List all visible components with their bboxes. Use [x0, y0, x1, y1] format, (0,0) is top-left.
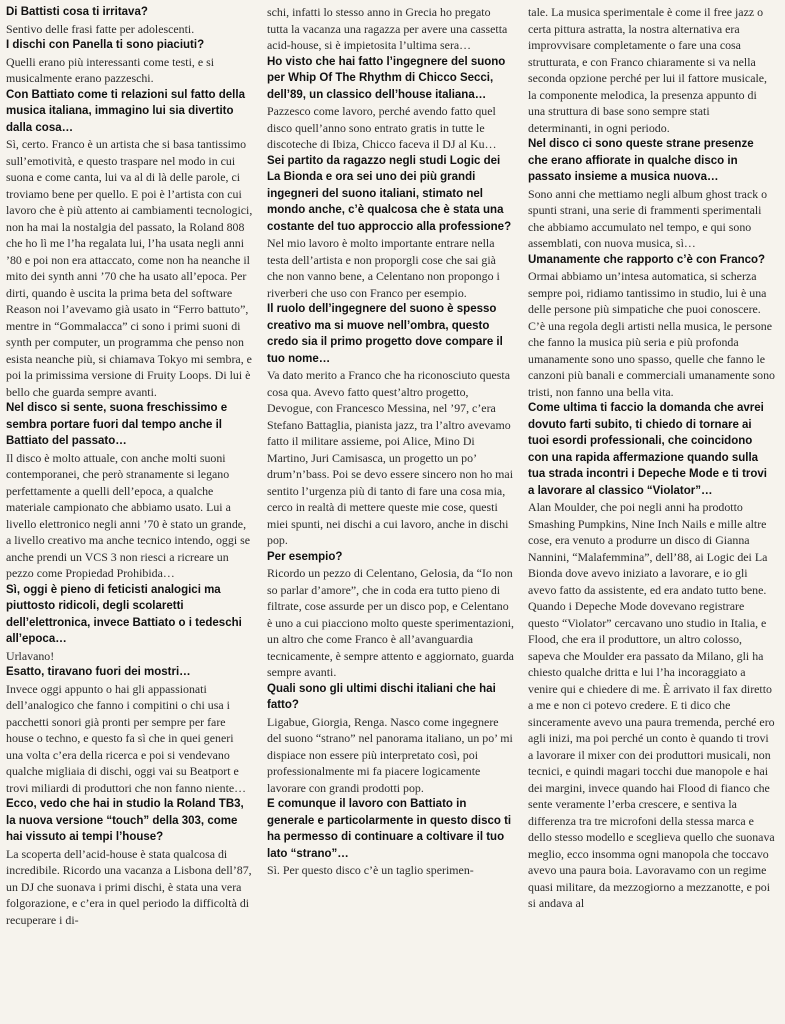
interview-answer: Ormai abbiamo un’intesa automatica, si scherza sempre poi, ridiamo tantissimo in studio, lui è una delle persone più simpatiche che puoi conoscere. C’è una regola degli artisti nella musica, le persone che fanno la musica più seria e più profonda umanamente sono uno spasso, quelle che fanno le canzoni più banali e commerciali umanamente sono tristi, non fanno una bella vita. — [528, 269, 775, 399]
interview-answer: Ricordo un pezzo di Celentano, Gelosia, da “Io non so parlar d’amore”, che in coda era tutto pieno di filtrate, cose assurde per un disco pop, e Celentano è uno a cui piacciono molto queste sperimentazioni, un altro che come Franco è all’avanguardia tecnicamente, è sempre attento e aggiornato, guarda sempre avanti. — [267, 566, 514, 679]
column-3 — [528, 4, 775, 1024]
interview-question: I dischi con Panella ti sono piaciuti? — [6, 39, 205, 51]
interview-answer: Il disco è molto attuale, con anche molti suoni contemporanei, che però stranamente si legano perfettamente a quelli dell’epoca, a qualche materiale campionato che abbiamo usato. Lui a livello elettronico negli anni ’70 è stato un grande, a livello creativo ma anche tecnico intendo, oggi se anche prendi un VCS 3 non riesci a ricreare un pezzo come Propiedad Prohibida… — [6, 450, 250, 580]
interview-question: Di Battisti cosa ti irritava? — [6, 6, 148, 18]
interview-answer: Quelli erano più interessanti come testi, e si musicalmente erano pazzeschi. — [6, 54, 215, 85]
interview-answer: tale. La musica sperimentale è come il free jazz o certa pittura astratta, la nostra alternativa era improvvisare completamente o fare una cosa strutturata, e con Franco chiaramente si va nella seconda opzione perché per lui il fattore musicale, la componente melodica, la presenza appunto di una struttura di base sono sempre stati determinanti, in ogni periodo. — [528, 5, 768, 135]
interview-question: Nel disco ci sono queste strane presenze che erano affiorate in qualche disco in passato insieme a musica nuova… — [528, 138, 754, 183]
interview-answer: schi, infatti lo stesso anno in Grecia ho pregato tutta la vacanza una ragazza per avere una cassetta acid-house, si è impietosita l’ultima sera… — [267, 5, 508, 52]
column-2 — [267, 4, 514, 1024]
interview-question: Sì, oggi è pieno di feticisti analogici ma piuttosto ridicoli, degli scolaretti dell’elettronica, invece Battiato o i tedeschi all’epoca… — [6, 583, 242, 645]
interview-answer: Alan Moulder, che poi negli anni ha prodotto Smashing Pumpkins, Nine Inch Nails e mille altre cose, era venuto a produrre un disco di Gianna Nannini, “Malafemmina”, dell’88, ai Logic dei La Bionda dove avevo iniziato a lavorare, e io gli avevo fatto da assistente, ed era andato tutto bene. Quando i Depeche Mode dovevano registrare questo “Violator” cercavano uno studio in Italia, e Flood, che era il produttore, un altro colosso, sapeva che Moulder era passato da Milano, gli ha chiesto qualche dritta e lui l’ha incoraggiato a venire qui e chiedere di me. È arrivato il fax diretto a me e non ci potevo credere. E ti dico che sinceramente avevo una paura tremenda, perché ero agli inizi, ma poi perché un conto è quando ti trovi a lavorare il mixer con dei produttori musicali, non tecnici, e quindi magari tocchi due manopole e hai dei margini, invece quando hai Flood di fianco che sente veramente l’erba crescere, e sentiva la differenza tra tre microfoni della stessa marca e dello stesso modello e sceglieva quello che suonava meglio, ecco insomma ogni manopola che toccavo avevo una paura boia. Lavoravamo con un regime quasi militare, da mezzogiorno a mezzanotte, e poi si andava al — [528, 500, 775, 910]
interview-answer: Ligabue, Giorgia, Renga. Nasco come ingegnere del suono “strano” nel panorama italiano, un po’ mi dispiace non essere più interpretato così, poi professionalmente mi fa piacere logicamente lavorare con grandi prodotti pop. — [267, 714, 513, 795]
interview-answer: Nel mio lavoro è molto importante entrare nella testa dell’artista e non proporgli cose che sai già che non vanno bene, a Celentano non propongo i riverberi che uso con Franco per esempio. — [267, 236, 500, 300]
interview-answer: Invece oggi appunto o hai gli appassionati dell’analogico che fanno i compitini o chi usa i pacchetti sonori già pronti per sempre per fare house o techno, e questo fa sì che in quei generi una volta c’era della ricerca e poi si vendevano qualche migliaia di dischi, oggi vai su Beatport e trovi miliardi di produttori che non fanno niente… — [6, 681, 247, 795]
interview-question: Con Battiato come ti relazioni sul fatto della musica italiana, immagino lui sia divertito dalla cosa… — [6, 88, 245, 134]
interview-question: Il ruolo dell’ingegnere del suono è spesso creativo ma si muove nell’ombra, questo credo sia il primo progetto dove compare il tuo nome… — [267, 303, 503, 365]
interview-question: E comunque il lavoro con Battiato in generale e particolarmente in questo disco ti ha permesso di continuare a coltivare il tuo lato “strano”… — [267, 798, 512, 860]
interview-answer: Sì, certo. Franco è un artista che si basa tantissimo sull’emotività, e questo traspare nel modo in cui suona e come canta, lui va al di là delle parole, ci troviamo bene per quello. E poi è l’artista con cui lavoro che è più attento ai cambiamenti tecnologici, non ha mai la nostalgia del passato, la Roland 808 che ho lì me l’ha regalata lui, l’ha usata negli anni ’80 e poi non era attaccato, come non ha neanche il mito dei synth anni ’70 che ha usato all’epoca. Per dirti, quando è uscita la prima beta del software Reason noi l’avevamo già usato in “Ferro battuto”, mentre in “Gommalacca” ci sono i primi suoni di synth per computer, un programma che penso non esista neanche più, si chiamava Tokyo mi sembra, e poi la primissima versione di Fruity Loops. Di lui è bello che guarda sempre avanti. — [6, 137, 253, 399]
interview-answer: Urlavano! — [6, 648, 55, 663]
interview-question: Ho visto che hai fatto l’ingegnere del suono per Whip Of The Rhythm di Chicco Secci, dell’89, un classico dell’house italiana… — [267, 55, 506, 101]
interview-answer: La scoperta dell’acid-house è stata qualcosa di incredibile. Ricordo una vacanza a Lisbona dell’87, un DJ che suonava i primi dischi, è stata una vera folgorazione, e c’era in quel periodo la difficoltà di recuperare i di- — [6, 846, 252, 927]
interview-answer: Pazzesco come lavoro, perché avendo fatto quel disco quell’anno sono entrato gratis in tutte le discoteche di Ibiza, Chicco faceva il DJ al Ku… — [267, 104, 497, 151]
interview-answer: Va dato merito a Franco che ha riconosciuto questa cosa qua. Avevo fatto quest’altro progetto, Devogue, con Francesco Messina, nel ’97, c’era Stefano Battaglia, pianista jazz, tra l’altro avevamo fatto il militare assieme, poi Alice, Mino Di Martino, Juri Camisasca, un progetto un po’ drum’n’bass. Poi se devo essere sincero non ho mai sentito l’urgenza più di tanto di fare una cosa mia, cerco in realtà di mettere queste mie cose, questi miei spunti, nei dischi a cui lavoro, anche in dischi pop. — [267, 368, 514, 547]
interview-question: Umanamente che rapporto c’è con Franco? — [528, 253, 766, 266]
interview-answer: Sì. Per questo disco c’è un taglio sperimen- — [267, 863, 474, 877]
interview-question: Sei partito da ragazzo negli studi Logic dei La Bionda e ora sei uno dei più grandi ingegneri del suono italiani, stimato nel mondo anche, c’è qualcosa che è stata una costante del tuo approccio alla professione? — [267, 154, 512, 233]
interview-answer: Sentivo delle frasi fatte per adolescenti. — [6, 21, 195, 36]
interview-question: Quali sono gli ultimi dischi italiani che hai fatto? — [267, 682, 496, 711]
interview-question: Ecco, vedo che hai in studio la Roland TB3, la nuova versione “touch” della 303, come hai vissuto ai tempi l’house? — [6, 798, 244, 843]
interview-question: Come ultima ti faccio la domanda che avrei dovuto farti subito, ti chiedo di tornare ai tuoi esordi professionali, che coincidono con una rapida affermazione quando sulla tua strada incontri i Depeche Mode e ti trovi a lavorare al classico “Violator”… — [528, 402, 767, 497]
interview-answer: Sono anni che mettiamo negli album ghost track o spunti strani, una serie di frammenti sperimentali che abbiamo accumulato nel tempo, e qui sono assemblati, con nuova musica, sì… — [528, 186, 768, 250]
column-1 — [6, 4, 253, 1024]
interview-question: Nel disco si sente, suona freschissimo e sembra portare fuori dal tempo anche il Battiato del passato… — [6, 402, 228, 447]
interview-question: Per esempio? — [267, 550, 343, 563]
interview-question: Esatto, tiravano fuori dei mostri… — [6, 666, 191, 678]
